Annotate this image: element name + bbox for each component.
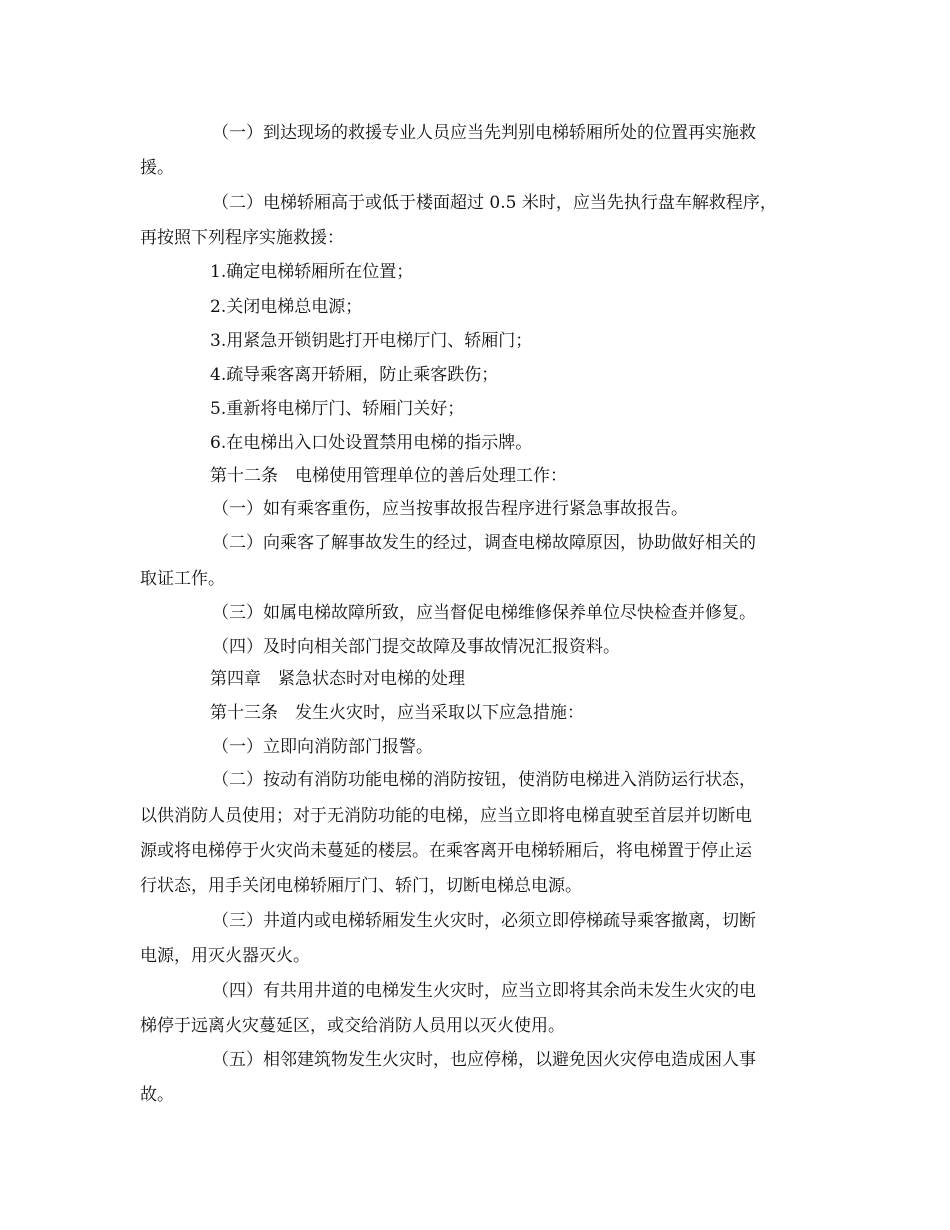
text-line: 电源，用灭火器灭火。: [140, 946, 310, 966]
text-line: （一）立即向消防部门报警。: [212, 737, 433, 757]
text-line: （二）向乘客了解事故发生的经过，调查电梯故障原因，协助做好相关的: [212, 533, 756, 553]
text-line: （四）及时向相关部门提交故障及事故情况汇报资料。: [212, 637, 620, 657]
list-item: 6.在电梯出入口处设置禁用电梯的指示牌。: [210, 433, 533, 453]
text-line: （二）电梯轿厢高于或低于楼面超过 0.5 米时，应当先执行盘车解救程序，: [212, 193, 777, 213]
list-item: 2.关闭电梯总电源；: [210, 297, 363, 317]
text-line: 故。: [140, 1085, 174, 1105]
text-line: 再按照下列程序实施救援：: [140, 228, 344, 248]
text-line: 梯停于远离火灾蔓延区，或交给消防人员用以灭火使用。: [140, 1016, 565, 1036]
article-heading: 第十三条 发生火灾时，应当采取以下应急措施：: [210, 703, 584, 723]
text-line: （四）有共用井道的电梯发生火灾时，应当立即将其余尚未发生火灾的电: [212, 981, 756, 1001]
list-item: 3.用紧急开锁钥匙打开电梯厅门、轿厢门；: [210, 331, 533, 351]
text-line: 行状态，用手关闭电梯轿厢厅门、轿门，切断电梯总电源。: [140, 876, 582, 896]
text-line: 取证工作。: [140, 569, 225, 589]
list-item: 5.重新将电梯厅门、轿厢门关好；: [210, 399, 465, 419]
text-line: （五）相邻建筑物发生火灾时，也应停梯，以避免因火灾停电造成困人事: [212, 1050, 756, 1070]
list-item: 1.确定电梯轿厢所在位置；: [210, 262, 414, 282]
text-line: 以供消防人员使用；对于无消防功能的电梯，应当立即将电梯直驶至首层并切断电: [140, 806, 752, 826]
article-heading: 第十二条 电梯使用管理单位的善后处理工作：: [210, 466, 567, 486]
text-line: （一）到达现场的救援专业人员应当先判别电梯轿厢所处的位置再实施救: [212, 123, 756, 143]
text-line: （三）如属电梯故障所致，应当督促电梯维修保养单位尽快检查并修复。: [212, 603, 756, 623]
chapter-heading: 第四章 紧急状态时对电梯的处理: [210, 669, 465, 689]
text-line: （三）井道内或电梯轿厢发生火灾时，必须立即停梯疏导乘客撤离，切断: [212, 911, 756, 931]
text-line: 源或将电梯停于火灾尚未蔓延的楼层。在乘客离开电梯轿厢后，将电梯置于停止运: [140, 841, 752, 861]
text-line: 援。: [140, 158, 174, 178]
text-line: （一）如有乘客重伤，应当按事故报告程序进行紧急事故报告。: [212, 499, 688, 519]
text-line: （二）按动有消防功能电梯的消防按钮，使消防电梯进入消防运行状态，: [212, 770, 756, 790]
list-item: 4.疏导乘客离开轿厢，防止乘客跌伤；: [210, 365, 499, 385]
